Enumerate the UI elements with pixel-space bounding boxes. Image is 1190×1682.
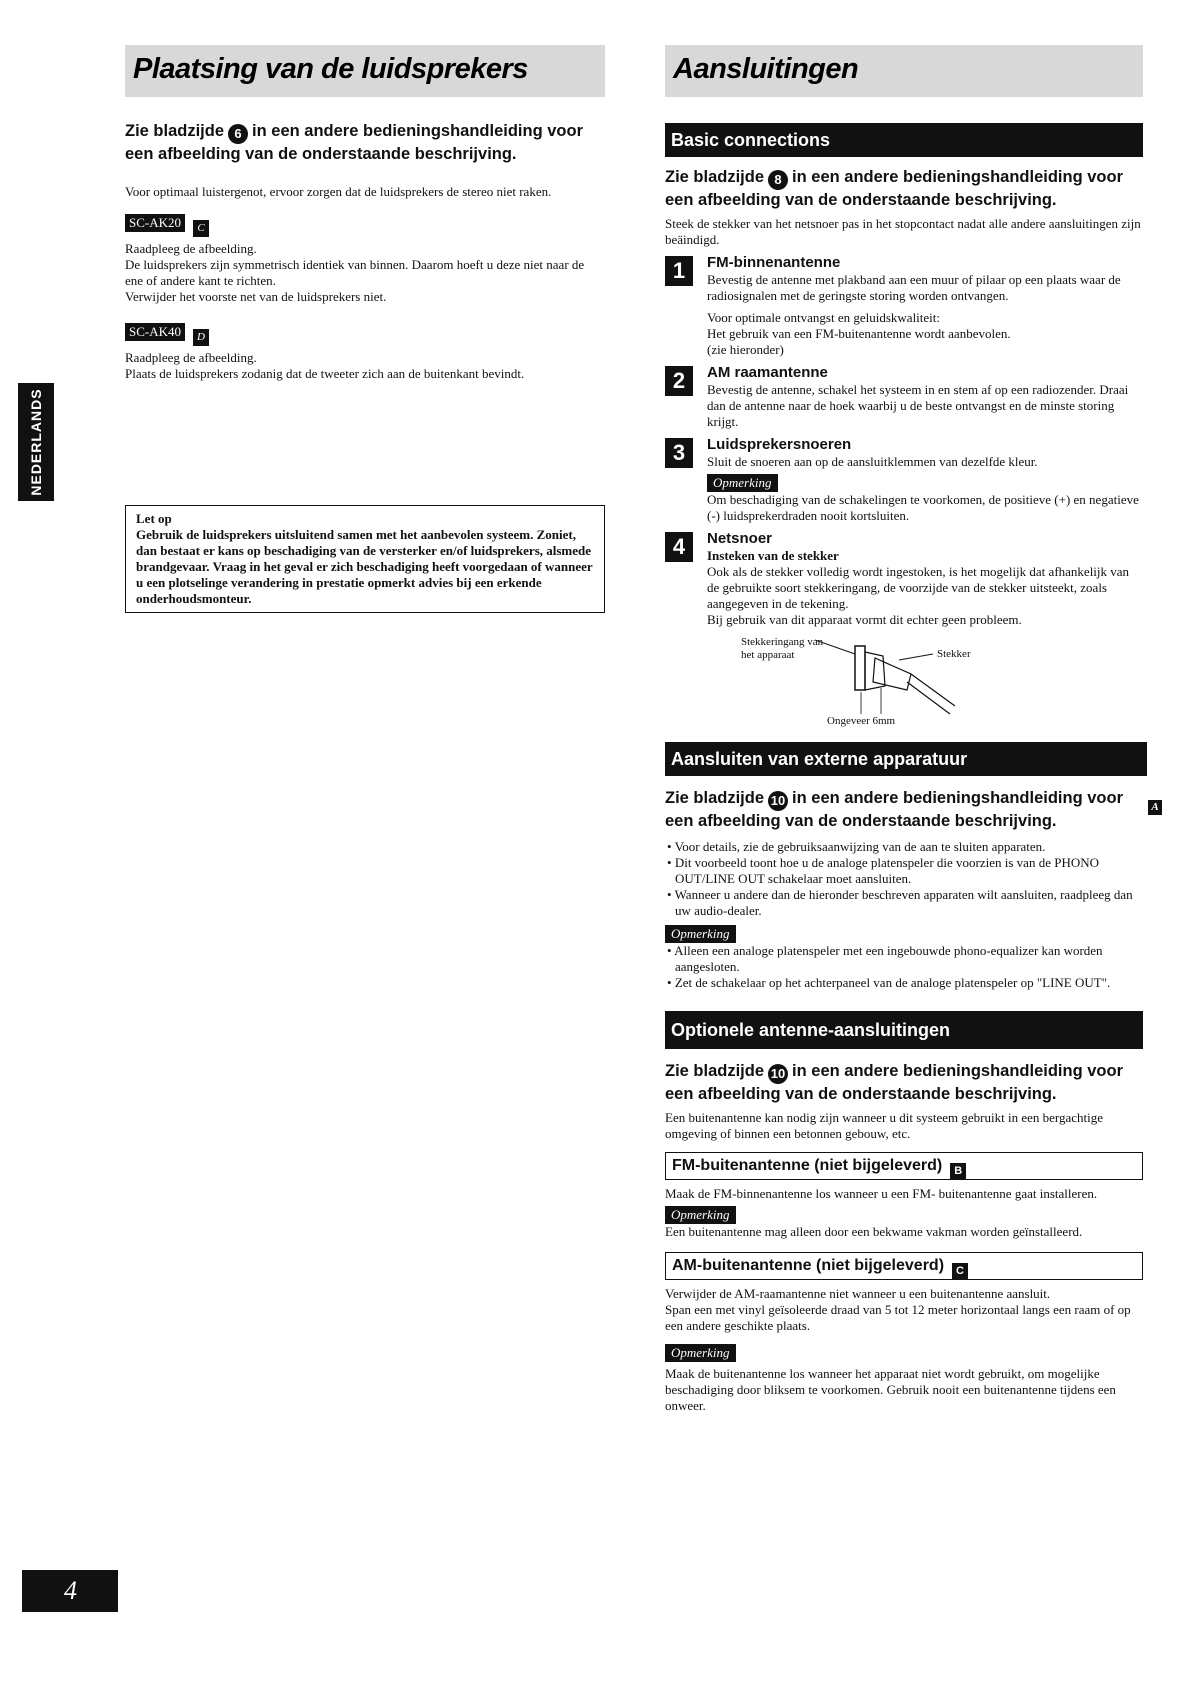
speaker-placement-title: Plaatsing van de luidsprekers (133, 53, 528, 85)
model-tag: SC-AK40 (125, 323, 185, 341)
page-number-badge: 10 (768, 1064, 788, 1084)
external-equipment-band: Aansluiten van externe apparatuur (665, 742, 1147, 776)
external-note-list (665, 943, 1143, 991)
step-power-cord (665, 530, 1143, 628)
basic-connections-band: Basic connections (665, 123, 1143, 157)
list-item: • Alleen een analoge platenspeler met een ingebouwde phono-equalizer kan worden aangesloten. (675, 943, 1143, 975)
note-tag: Opmerking (665, 1206, 736, 1224)
step-speaker-cables (665, 436, 1143, 524)
note-tag: Opmerking (665, 925, 736, 943)
step-text: Bevestig de antenne, schakel het systeem in en stem af op een radiozender. Draai dan de antenne naar de hoek waarbij u de beste ontvangst en de minste storing krijgt. (707, 382, 1129, 429)
step-number: 3 (665, 438, 693, 468)
model-sc-ak20-section (125, 214, 605, 305)
connections-title: Aansluitingen (673, 53, 859, 85)
am-outdoor-text: Verwijder de AM-raamantenne niet wanneer u een buitenantenne aansluit. (665, 1286, 1051, 1301)
fm-outdoor-antenna-heading: FM-buitenantenne (niet bijgeleverd) B (665, 1152, 1143, 1180)
connections-title-banner (665, 45, 1143, 97)
left-column (125, 45, 605, 613)
page-number-badge: 10 (768, 791, 788, 811)
see-page-reference: Zie bladzijde 10 in een andere bedieningshandleiding voor een afbeelding van de onderstaande beschrijving. (665, 1062, 1123, 1103)
step-heading: AM raamantenne (707, 364, 828, 381)
model-line: Verwijder het voorste net van de luidsprekers niet. (125, 289, 387, 304)
plug-diagram (665, 630, 1143, 738)
step-extra: Het gebruik van een FM-buitenantenne wordt aanbevolen. (707, 326, 1011, 341)
list-item: • Wanneer u andere dan de hieronder beschreven apparaten wilt aansluiten, raadpleeg dan uw audio-dealer. (675, 887, 1143, 919)
model-line: Raadpleeg de afbeelding. (125, 241, 257, 256)
diagram-label-socket: Stekkeringang van (741, 636, 824, 648)
step-text: Bevestig de antenne met plakband aan een muur of pilaar op een plaats waar de radiosignalen met de geringste storing worden ontvangen. (707, 272, 1121, 303)
note-tag: Opmerking (707, 474, 778, 492)
note-text: Maak de buitenantenne los wanneer het apparaat niet wordt gebruikt, om mogelijke beschadiging door bliksem te voorkomen. Gebruik nooit een buitenantenne tijdens een onweer. (665, 1366, 1116, 1413)
fm-outdoor-text: Maak de FM-binnenantenne los wanneer u een FM- buitenantenne gaat installeren. (665, 1186, 1098, 1201)
language-label: NEDERLANDS (28, 388, 44, 496)
model-tag: SC-AK20 (125, 214, 185, 232)
model-sc-ak40-section (125, 323, 605, 382)
step-am-loop-antenna (665, 364, 1143, 430)
figure-letter-badge: A (1148, 800, 1162, 815)
step-text: Bij gebruik van dit apparaat vormt dit echter geen probleem. (707, 612, 1022, 627)
intro-text: Voor optimaal luistergenot, ervoor zorgen dat de luidsprekers de stereo niet raken. (125, 184, 552, 199)
am-outdoor-antenna-heading: AM-buitenantenne (niet bijgeleverd) C (665, 1252, 1143, 1280)
page-number: 4 (22, 1570, 118, 1612)
note-tag: Opmerking (665, 1344, 736, 1362)
step-number: 1 (665, 256, 693, 286)
diagram-label-gap: Ongeveer 6mm (827, 715, 896, 727)
plug-socket-illustration (815, 634, 965, 724)
figure-letter-badge: D (193, 329, 209, 346)
step-number: 4 (665, 532, 693, 562)
step-fm-indoor-antenna (665, 254, 1143, 358)
optional-intro: Een buitenantenne kan nodig zijn wanneer u dit systeem gebruikt in een bergachtige omgeving of binnen een betonnen gebouw, etc. (665, 1110, 1104, 1141)
page-number-badge: 6 (228, 124, 248, 144)
step-heading: Luidsprekersnoeren (707, 436, 852, 453)
basic-intro: Steek de stekker van het netsnoer pas in het stopcontact nadat alle andere aansluitingen zijn beäindigd. (665, 216, 1141, 247)
step-text: Ook als de stekker volledig wordt ingestoken, is het mogelijk dat afhankelijk van de gebruikte soort stekkeringang, de voorzijde van de stekker uitsteekt, zoals aangegeven in de tekening. (707, 564, 1130, 611)
model-line: Raadpleeg de afbeelding. (125, 350, 257, 365)
step-extra: Voor optimale ontvangst en geluidskwaliteit: (707, 310, 941, 325)
right-column (665, 45, 1143, 1414)
diagram-label-plug: Stekker (937, 648, 971, 660)
warning-heading: Let op (136, 511, 172, 526)
speaker-placement-title-banner (125, 45, 605, 97)
step-text: Sluit de snoeren aan op de aansluitklemmen van dezelfde kleur. (707, 454, 1038, 469)
figure-letter-badge: B (950, 1163, 966, 1180)
see-page-reference: Zie bladzijde 10 in een andere bedieningshandleiding voor een afbeelding van de onderstaande beschrijving. (665, 789, 1123, 830)
figure-letter-badge: C (952, 1263, 968, 1280)
warning-text: Gebruik de luidsprekers uitsluitend samen met het aanbevolen systeem. Zoniet, dan bestaat er kans op beschadiging van de versterker en/of luidsprekers, alsmede brandgevaar. Vraag in het geval er zich beschadiging heeft voorgedaan of wanneer u een plotselinge verandering in prestatie opmerkt advies bij een erkende onderhoudsmonteur. (136, 527, 593, 606)
list-item: • Dit voorbeeld toont hoe u de analoge platenspeler die voorzien is van de PHONO OUT/LINE OUT schakelaar moet aansluiten. (675, 855, 1143, 887)
list-item: • Voor details, zie de gebruiksaanwijzing van de aan te sluiten apparaten. (675, 839, 1143, 855)
am-outdoor-text: Span een met vinyl geïsoleerde draad van 5 tot 12 meter horizontaal langs een raam of op een andere geschikte plaats. (665, 1302, 1131, 1333)
note-text: Een buitenantenne mag alleen door een bekwame vakman worden geïnstalleerd. (665, 1224, 1083, 1239)
step-subheading: Insteken van de stekker (707, 548, 839, 563)
warning-box (125, 505, 605, 613)
step-number: 2 (665, 366, 693, 396)
language-side-tab (18, 383, 54, 501)
note-text: Om beschadiging van de schakelingen te voorkomen, de positieve (+) en negatieve (-) luidsprekerdraden nooit kortsluiten. (707, 492, 1139, 523)
model-line: Plaats de luidsprekers zodanig dat de tweeter zich aan de buitenkant bevindt. (125, 366, 525, 381)
list-item: • Zet de schakelaar op het achterpaneel van de analoge platenspeler op "LINE OUT". (675, 975, 1143, 991)
diagram-label-socket: het apparaat (741, 649, 795, 661)
step-heading: FM-binnenantenne (707, 254, 841, 271)
optional-antenna-band: Optionele antenne-aansluitingen (665, 1011, 1143, 1049)
page-number-badge: 8 (768, 170, 788, 190)
see-page-reference: Zie bladzijde 8 in een andere bedieningshandleiding voor een afbeelding van de onderstaande beschrijving. (665, 168, 1123, 209)
step-heading: Netsnoer (707, 530, 773, 547)
step-extra: (zie hieronder) (707, 342, 784, 357)
external-bullet-list (665, 839, 1143, 919)
see-page-reference: Zie bladzijde 6 in een andere bedieningshandleiding voor een afbeelding van de onderstaande beschrijving. (125, 122, 583, 163)
model-line: De luidsprekers zijn symmetrisch identiek van binnen. Daarom hoeft u deze niet naar de ene of andere kant te richten. (125, 257, 585, 288)
figure-letter-badge: C (193, 220, 209, 237)
